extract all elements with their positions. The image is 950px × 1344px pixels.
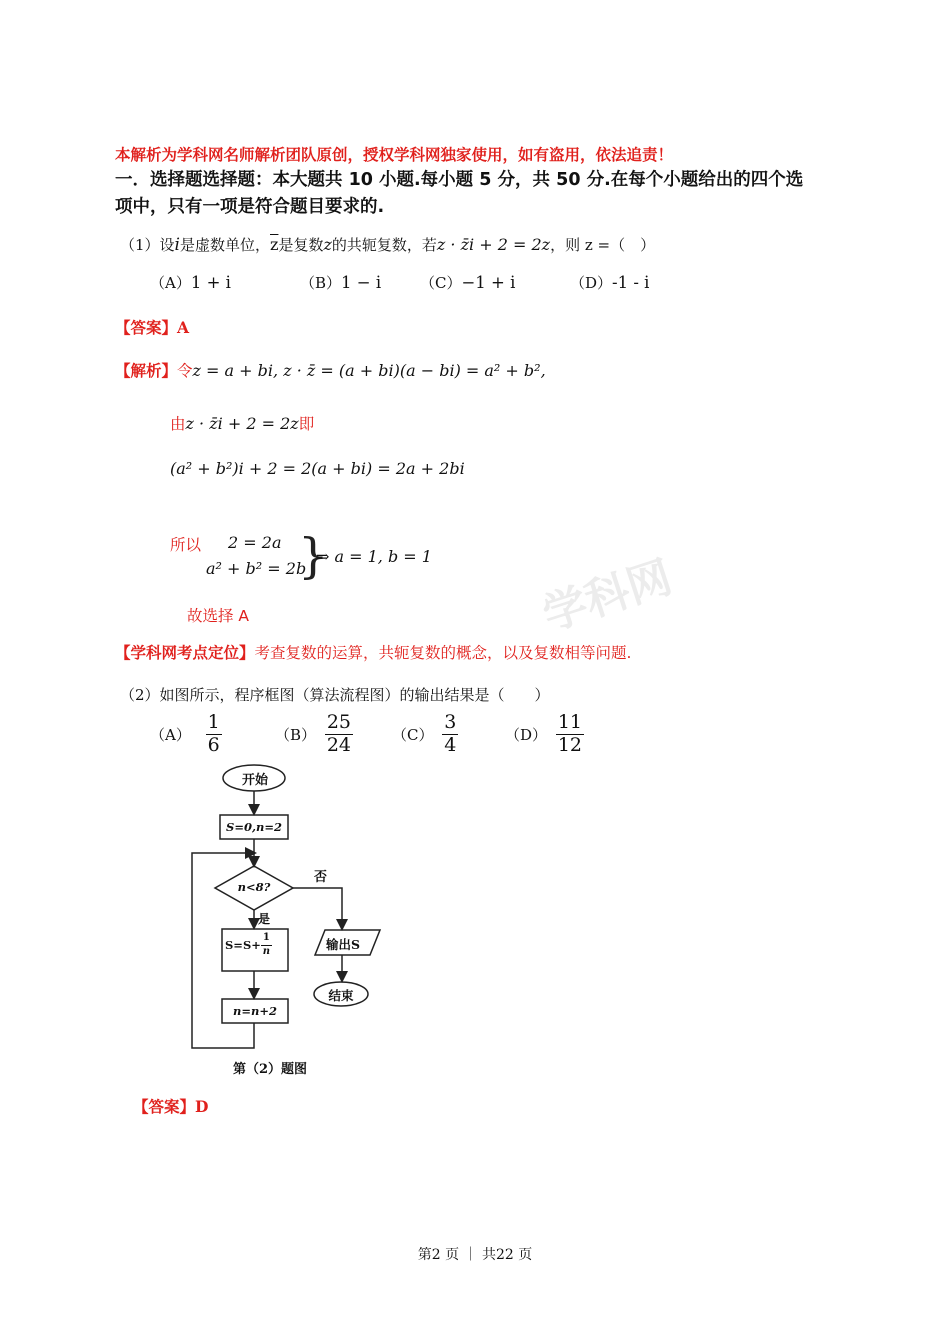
answer-2-tag: 【答案】: [133, 1098, 196, 1116]
q1-option-a: [150, 272, 231, 293]
section-heading: [115, 167, 855, 221]
question-2-stem: （2）如图所示，程序框图（算法流程图）的输出结果是（ ）: [120, 686, 550, 704]
flow-condition-label: n<8?: [237, 880, 271, 894]
q1-option-d: [570, 272, 649, 293]
q1-option-c-value: −1 + i: [461, 273, 516, 292]
q1-option-b-label: （B）: [300, 274, 342, 292]
q2-option-a-label: （A）: [150, 725, 191, 744]
section-heading-line1: 一．选择题选择题：本大题共 10 小题.每小题 5 分，共 50 分.在每个小题给出的四个选: [115, 170, 804, 190]
answer-2-value: D: [195, 1097, 209, 1116]
q2-option-d-fraction: [556, 713, 584, 756]
q1-z: z: [323, 235, 332, 254]
analysis-1-line2-math: z · z̄i + 2 = 2z: [185, 414, 299, 433]
flow-start-label: 开始: [241, 773, 268, 788]
q2-option-b-label: （B）: [275, 725, 317, 744]
analysis-1-conclusion-text: 故选择 A: [187, 607, 250, 625]
analysis-1-sys-eq1: 2 = 2a: [228, 533, 282, 552]
analysis-1-sys-result: ⇒ a = 1, b = 1: [316, 547, 432, 566]
analysis-1-line1: [115, 359, 546, 381]
flow-yes-label: 是: [258, 912, 271, 926]
q2-option-b-den: 24: [326, 733, 351, 756]
q1-option-a-value: 1 + i: [190, 273, 231, 292]
q1-text4: ，则 z =（ ）: [550, 236, 656, 254]
q1-prefix: （1）设: [120, 236, 175, 254]
q1-options: [150, 272, 710, 294]
answer-1-value: A: [177, 318, 190, 337]
analysis-1-conclusion: [187, 604, 249, 626]
answer-2: [133, 1095, 208, 1117]
analysis-1-line4-prefix: 所以: [170, 536, 202, 554]
analysis-1-line2-prefix: 由: [170, 415, 186, 433]
q2-option-c-num: 3: [444, 711, 457, 733]
analysis-1-tag: 【解析】: [115, 362, 178, 380]
analysis-1-line3: (a² + b²)i + 2 = 2(a + bi) = 2a + 2bi: [170, 459, 465, 478]
flow-output-label: 输出S: [325, 937, 361, 952]
q2-option-d-label: （D）: [505, 725, 548, 744]
flow-update-s-fraction: [261, 933, 272, 957]
q1-text1: 是虚数单位，: [179, 236, 270, 254]
kaodian-1-tag: 【学科网考点定位】: [115, 644, 255, 662]
q2-option-a-fraction: [206, 713, 222, 756]
q2-option-a-num: 1: [207, 711, 220, 733]
watermark-logo: 学科网: [536, 551, 679, 641]
flowchart: [180, 760, 400, 1080]
flow-update-n-label: n=n+2: [233, 1004, 277, 1018]
flow-update-s-num: 1: [261, 933, 272, 946]
q1-option-b-value: 1 − i: [341, 273, 382, 292]
q1-option-d-label: （D）: [570, 274, 613, 292]
brace-icon: }: [298, 528, 329, 584]
answer-1: [115, 316, 189, 338]
q2-option-a-den: 6: [207, 733, 220, 756]
flow-update-s-label: [225, 933, 272, 957]
q2-option-b: [275, 713, 353, 756]
flow-end-label: 结束: [328, 988, 354, 1003]
q2-options: [150, 713, 610, 763]
analysis-1-line1-math: z = a + bi, z · z̄ = (a + bi)(a − bi) = a² + b²,: [192, 361, 546, 380]
q1-equation: z · z̄i + 2 = 2z: [436, 235, 551, 254]
q1-zbar: $\overline{z}$: [270, 235, 279, 254]
q1-text2: 是复数: [278, 236, 324, 254]
analysis-1-line2: [170, 412, 314, 434]
q2-option-d: [505, 713, 584, 756]
page-footer: 第2 页 ｜ 共22 页: [417, 1247, 533, 1263]
section-heading-line2: 项中，只有一项是符合题目要求的.: [115, 197, 385, 217]
q2-option-d-num: 11: [557, 711, 582, 733]
q2-option-b-fraction: [325, 713, 353, 756]
flow-init-label: S=0,n=2: [226, 820, 282, 834]
flow-update-s-prefix: S=S+: [225, 938, 261, 952]
q1-option-d-value: -1 - i: [612, 273, 650, 292]
analysis-1-line1-prefix: 令: [177, 362, 193, 380]
flow-update-s-den: n: [262, 945, 271, 957]
question-1-stem: [120, 234, 655, 255]
q2-option-c: [392, 713, 458, 756]
q1-option-c: [420, 272, 515, 293]
analysis-1-sys-eq2: a² + b² = 2b: [206, 559, 307, 578]
kaodian-1: [115, 641, 631, 663]
q1-option-a-label: （A）: [150, 274, 191, 292]
q2-option-c-label: （C）: [392, 725, 434, 744]
q2-option-d-den: 12: [557, 733, 582, 756]
answer-1-tag: 【答案】: [115, 319, 178, 337]
analysis-1-line2-suffix: 即: [298, 415, 315, 433]
flow-no-label: 否: [314, 870, 328, 885]
q1-option-b: [300, 272, 381, 293]
q2-option-a: [150, 713, 222, 756]
analysis-1-system: [170, 530, 450, 586]
q2-option-b-num: 25: [326, 711, 351, 733]
q2-option-c-fraction: [442, 713, 458, 756]
q1-text3: 的共轭复数，若: [331, 236, 437, 254]
kaodian-1-text: 考查复数的运算，共轭复数的概念，以及复数相等问题.: [254, 644, 632, 662]
q1-option-c-label: （C）: [420, 274, 462, 292]
q1-i: i: [174, 235, 180, 255]
copyright-notice: 本解析为学科网名师解析团队原创，授权学科网独家使用，如有盗用，依法追责！: [115, 146, 674, 164]
flowchart-caption: 第（2）题图: [233, 1062, 308, 1077]
q2-option-c-den: 4: [444, 733, 457, 756]
